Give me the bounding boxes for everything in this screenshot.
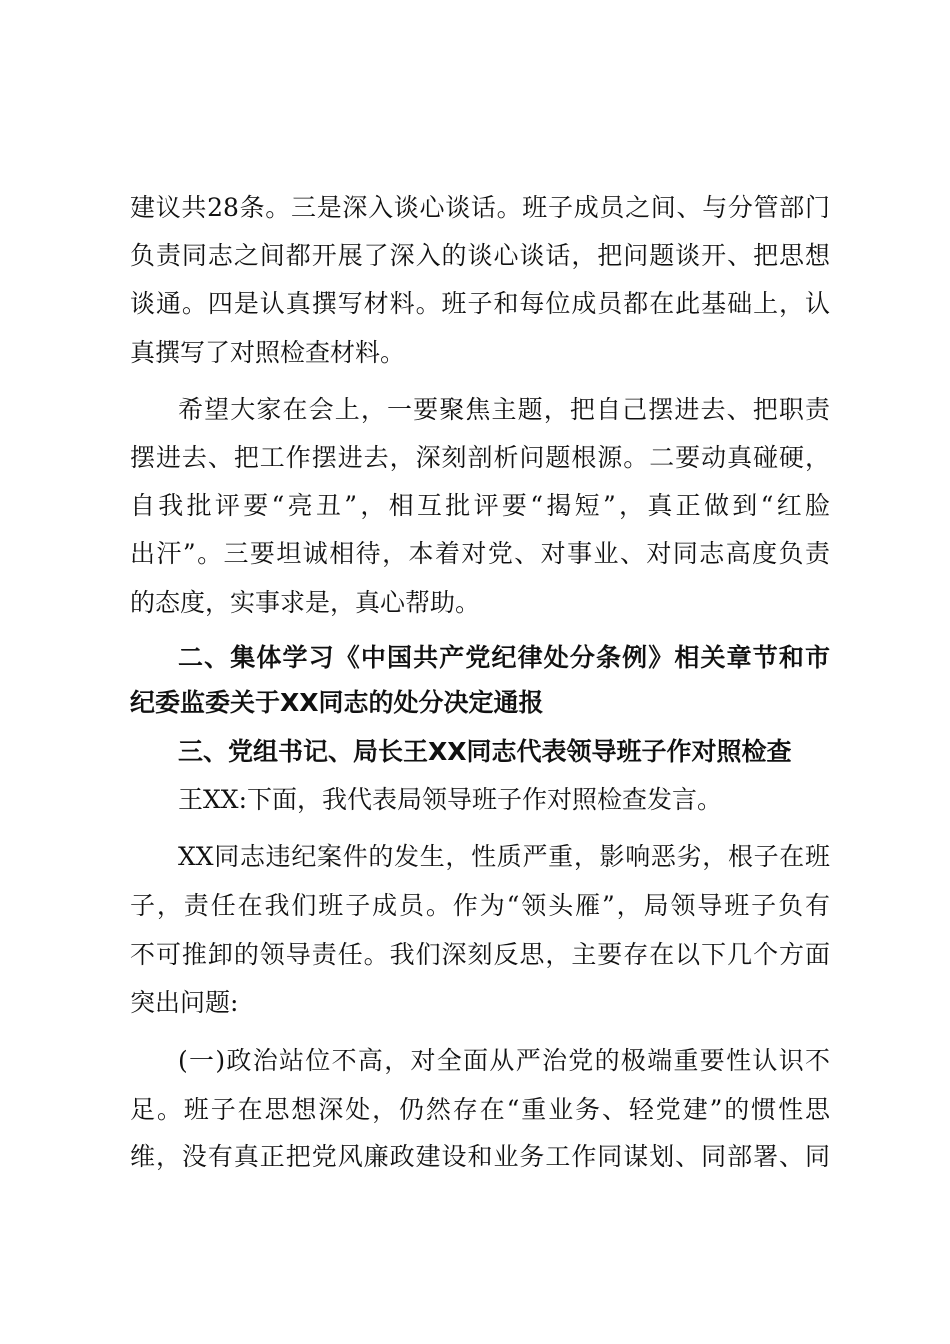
text-line: 负责同志之间都开展了深入的谈心谈话，把问题谈开、把思想 bbox=[130, 241, 830, 270]
section-heading-2-cont: 纪委监委关于XX同志的处分决定通报 bbox=[130, 688, 544, 717]
section-heading-3: 三、党组书记、局长王XX同志代表领导班子作对照检查 bbox=[178, 737, 792, 766]
subsection-heading-1: (一)政治站位不高，对全面从严治党的极端重要性认识不 bbox=[178, 1046, 830, 1075]
text-line: 自我批评要“亮丑”，相互批评要“揭短”，真正做到“红脸 bbox=[130, 491, 830, 520]
paragraph-start: 希望大家在会上，一要聚焦主题，把自己摆进去、把职责 bbox=[178, 395, 830, 424]
paragraph-start: XX同志违纪案件的发生，性质严重，影响恶劣，根子在班 bbox=[178, 842, 830, 871]
text-line: 的态度，实事求是，真心帮助。 bbox=[130, 588, 481, 617]
text-line: 摆进去、把工作摆进去，深刻剖析问题根源。二要动真碰硬， bbox=[130, 443, 830, 472]
text-line: 足。班子在思想深处，仍然存在“重业务、轻党建”的惯性思 bbox=[130, 1095, 830, 1124]
speaker-line: 王XX:下面，我代表局领导班子作对照检查发言。 bbox=[178, 785, 723, 814]
text-line: 突出问题: bbox=[130, 988, 239, 1017]
text-line: 不可推卸的领导责任。我们深刻反思，主要存在以下几个方面 bbox=[130, 940, 830, 969]
text-line: 真撰写了对照检查材料。 bbox=[130, 338, 406, 367]
text-line: 建议共28条。三是深入谈心谈话。班子成员之间、与分管部门 bbox=[130, 193, 830, 222]
text-line: 谈通。四是认真撰写材料。班子和每位成员都在此基础上，认 bbox=[130, 289, 830, 318]
text-line: 出汗”。三要坦诚相待，本着对党、对事业、对同志高度负责 bbox=[130, 539, 830, 568]
text-line: 子，责任在我们班子成员。作为“领头雁”，局领导班子负有 bbox=[130, 891, 830, 920]
section-heading-2: 二、集体学习《中国共产党纪律处分条例》相关章节和市 bbox=[178, 643, 830, 672]
text-line: 维，没有真正把党风廉政建设和业务工作同谋划、同部署、同 bbox=[130, 1142, 830, 1171]
